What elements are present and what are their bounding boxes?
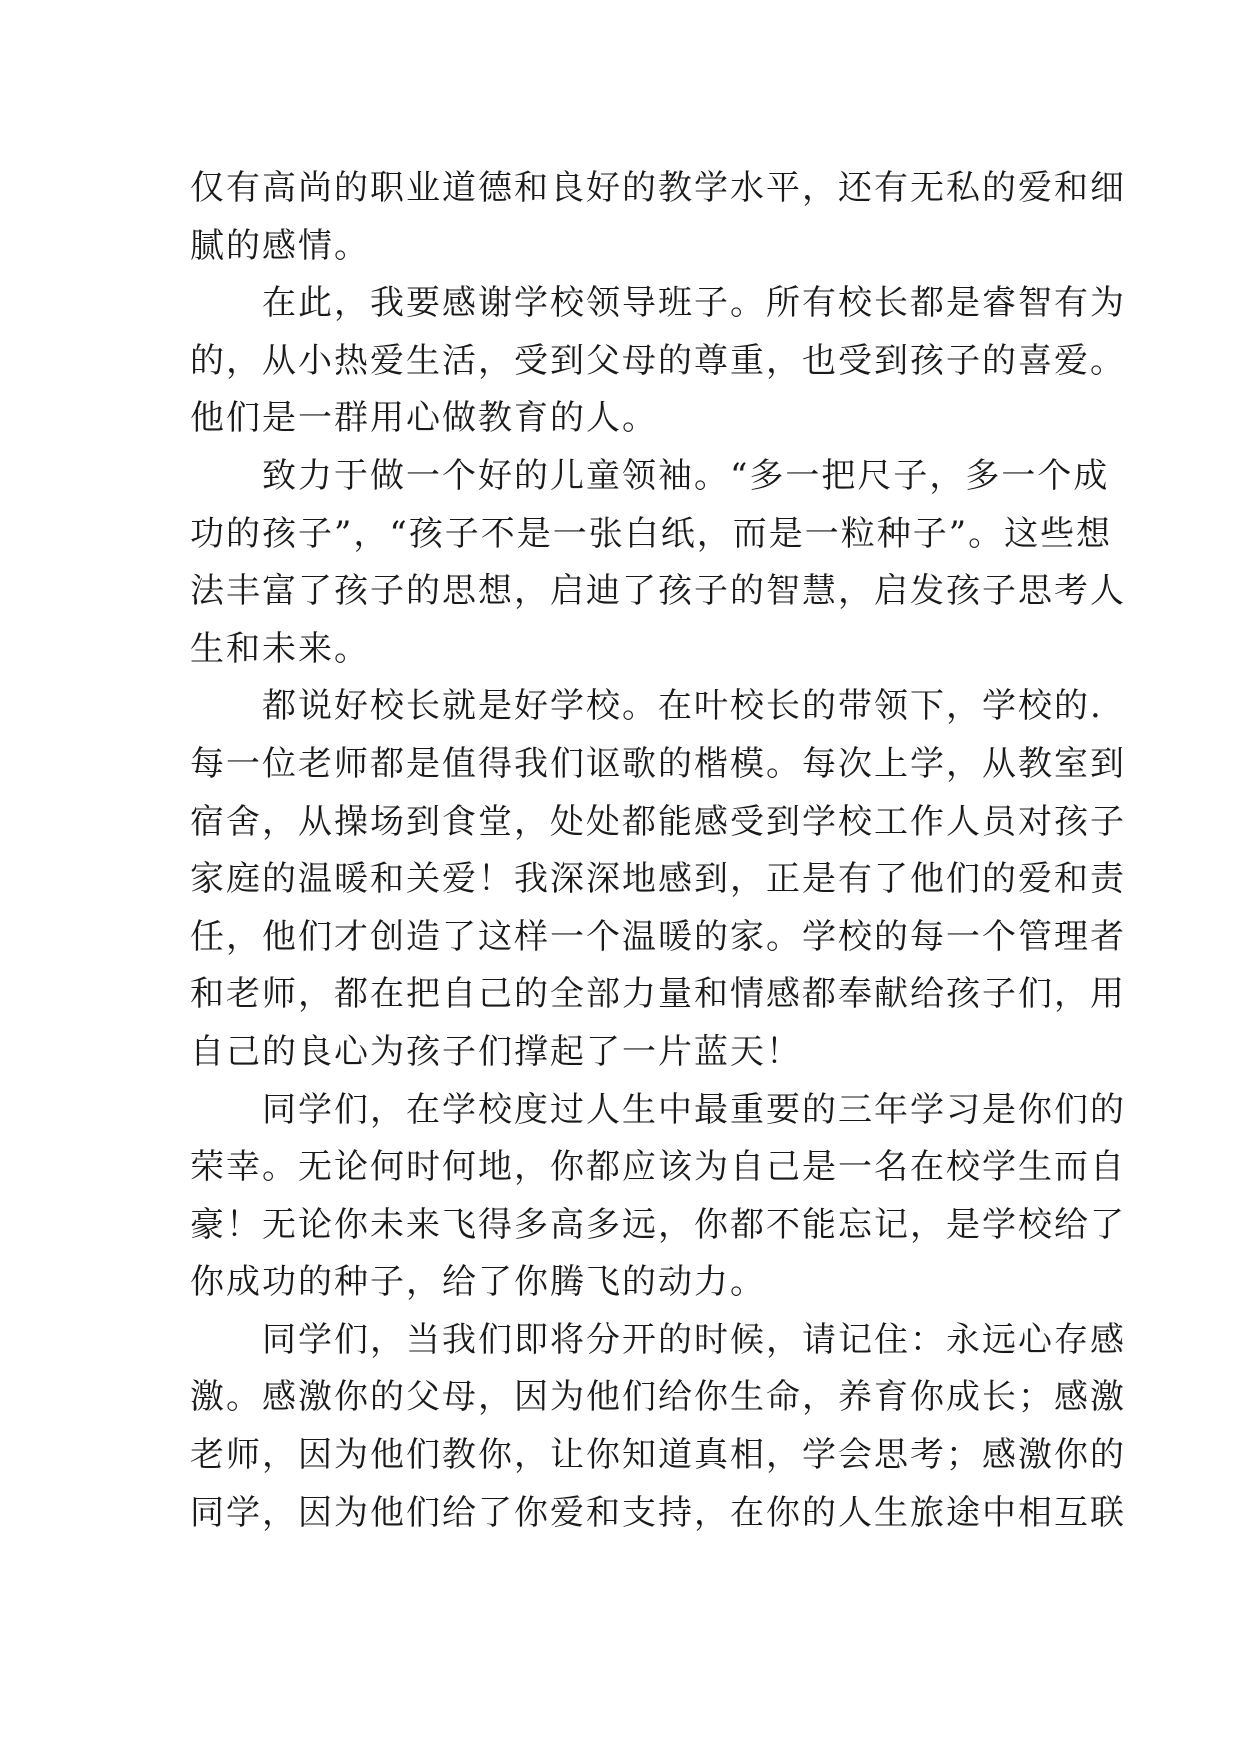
text-line: 你成功的种子，给了你腾飞的动力。 <box>190 1262 766 1303</box>
text-line: 同学们，当我们即将分开的时候，请记住：永远心存感 <box>190 1319 1126 1360</box>
text-line: 他们是一群用心做教育的人。 <box>190 398 658 439</box>
text-line: 致力于做一个好的儿童领袖。“多一把尺子，多一个成 <box>190 455 1110 496</box>
text-line: 的，从小热爱生活，受到父母的尊重，也受到孩子的喜爱。 <box>190 340 1126 381</box>
text-line: 同学们，在学校度过人生中最重要的三年学习是你们的 <box>190 1089 1126 1130</box>
text-line: 激。感激你的父母，因为他们给你生命，养育你成长；感激 <box>190 1377 1126 1418</box>
text-line: 同学，因为他们给了你爱和支持，在你的人生旅途中相互联 <box>190 1492 1126 1533</box>
text-line: 每一位老师都是值得我们讴歌的楷模。每次上学，从教室到 <box>190 743 1126 784</box>
text-line: 功的孩子”，“孩子不是一张白纸，而是一粒种子”。这些想 <box>190 513 1113 554</box>
text-line: 家庭的温暖和关爱！我深深地感到，正是有了他们的爱和责 <box>190 859 1126 900</box>
text-line: 在此，我要感谢学校领导班子。所有校长都是睿智有为 <box>190 283 1126 324</box>
text-line: 腻的感情。 <box>190 225 370 266</box>
body-text <box>190 160 1126 1542</box>
text-line: 生和未来。 <box>190 628 370 669</box>
text-line: 都说好校长就是好学校。在叶校长的带领下，学校的. <box>190 686 1103 727</box>
text-line: 老师，因为他们教你，让你知道真相，学会思考；感激你的 <box>190 1435 1126 1476</box>
text-line: 法丰富了孩子的思想，启迪了孩子的智慧，启发孩子思考人 <box>190 571 1126 612</box>
text-line: 自己的良心为孩子们撑起了一片蓝天！ <box>190 1031 802 1072</box>
text-line: 豪！无论你未来飞得多高多远，你都不能忘记，是学校给了 <box>190 1204 1126 1245</box>
text-line: 任，他们才创造了这样一个温暖的家。学校的每一个管理者 <box>190 916 1126 957</box>
text-line: 荣幸。无论何时何地，你都应该为自己是一名在校学生而自 <box>190 1147 1126 1188</box>
text-line: 宿舍，从操场到食堂，处处都能感受到学校工作人员对孩子 <box>190 801 1126 842</box>
text-line: 和老师，都在把自己的全部力量和情感都奉献给孩子们，用 <box>190 974 1126 1015</box>
text-line: 仅有高尚的职业道德和良好的教学水平，还有无私的爱和细 <box>190 168 1126 208</box>
